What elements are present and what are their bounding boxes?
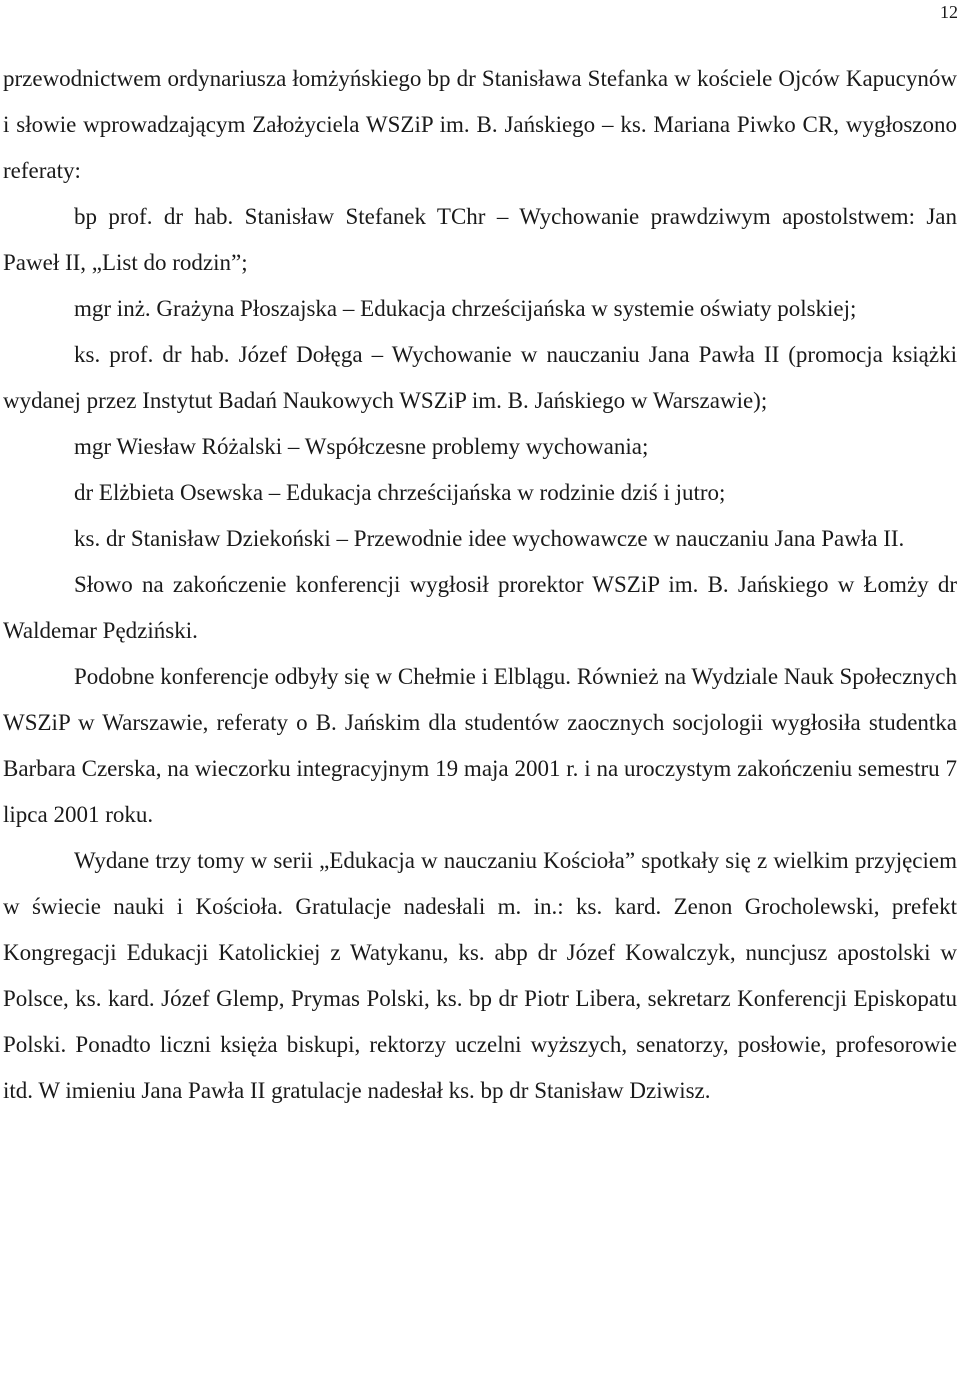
lecture-item: mgr Wiesław Różalski – Współczesne problemy wychowania; xyxy=(74,434,649,459)
lecture-item: mgr inż. Grażyna Płoszajska – Edukacja chrześcijańska w systemie oświaty polskiej; xyxy=(74,296,857,321)
paragraph-volumes: Wydane trzy tomy w serii „Edukacja w nauczaniu Kościoła” spotkały się z wielkim przyjęciem w świecie nauki i Kościoła. Gratulacje nadesłali m. in.: ks. kard. Zenon Grocholewski, prefekt Kongregacji Edukacji Katolickiej z Watykanu, ks. abp dr Józef Kowalczyk, nuncjusz apostolski w Polsce, ks. kard. Józef Glemp, Prymas Polski, ks. bp dr Piotr Libera, sekretarz Konferencji Episkopatu Polski. Ponadto liczni księża biskupi, rektorzy uczelni wyższych, senatorzy, posłowie, profesorowie itd. W imieniu Jana Pawła II gratulacje nadesłał ks. bp dr Stanisław Dziwisz. xyxy=(3,848,957,1103)
lecture-item: bp prof. dr hab. Stanisław Stefanek TChr – Wychowanie prawdziwym apostolstwem: Jan Paweł II, „List do rodzin”; xyxy=(3,204,957,275)
document-body xyxy=(3,56,957,1114)
paragraph-intro: przewodnictwem ordynariusza łomżyńskiego bp dr Stanisława Stefanka w kościele Ojców Kapucynów i słowie wprowadzającym Założyciela WSZiP im. B. Jańskiego – ks. Mariana Piwko CR, wygłoszono referaty: xyxy=(3,66,957,183)
lecture-item: dr Elżbieta Osewska – Edukacja chrześcijańska w rodzinie dziś i jutro; xyxy=(74,480,726,505)
paragraph-closing: Słowo na zakończenie konferencji wygłosił prorektor WSZiP im. B. Jańskiego w Łomży dr Waldemar Pędziński. xyxy=(3,572,957,643)
lecture-item: ks. dr Stanisław Dziekoński – Przewodnie idee wychowawcze w nauczaniu Jana Pawła II. xyxy=(74,526,905,551)
lecture-item: ks. prof. dr hab. Józef Dołęga – Wychowanie w nauczaniu Jana Pawła II (promocja książki wydanej przez Instytut Badań Naukowych WSZiP im. B. Jańskiego w Warszawie); xyxy=(3,342,957,413)
page-number: 12 xyxy=(940,2,958,22)
paragraph-similar-conferences: Podobne konferencje odbyły się w Chełmie i Elblągu. Również na Wydziale Nauk Społecznych WSZiP w Warszawie, referaty o B. Jańskim dla studentów zaocznych socjologii wygłosiła studentka Barbara Czerska, na wieczorku integracyjnym 19 maja 2001 r. i na uroczystym zakończeniu semestru 7 lipca 2001 roku. xyxy=(3,664,957,827)
